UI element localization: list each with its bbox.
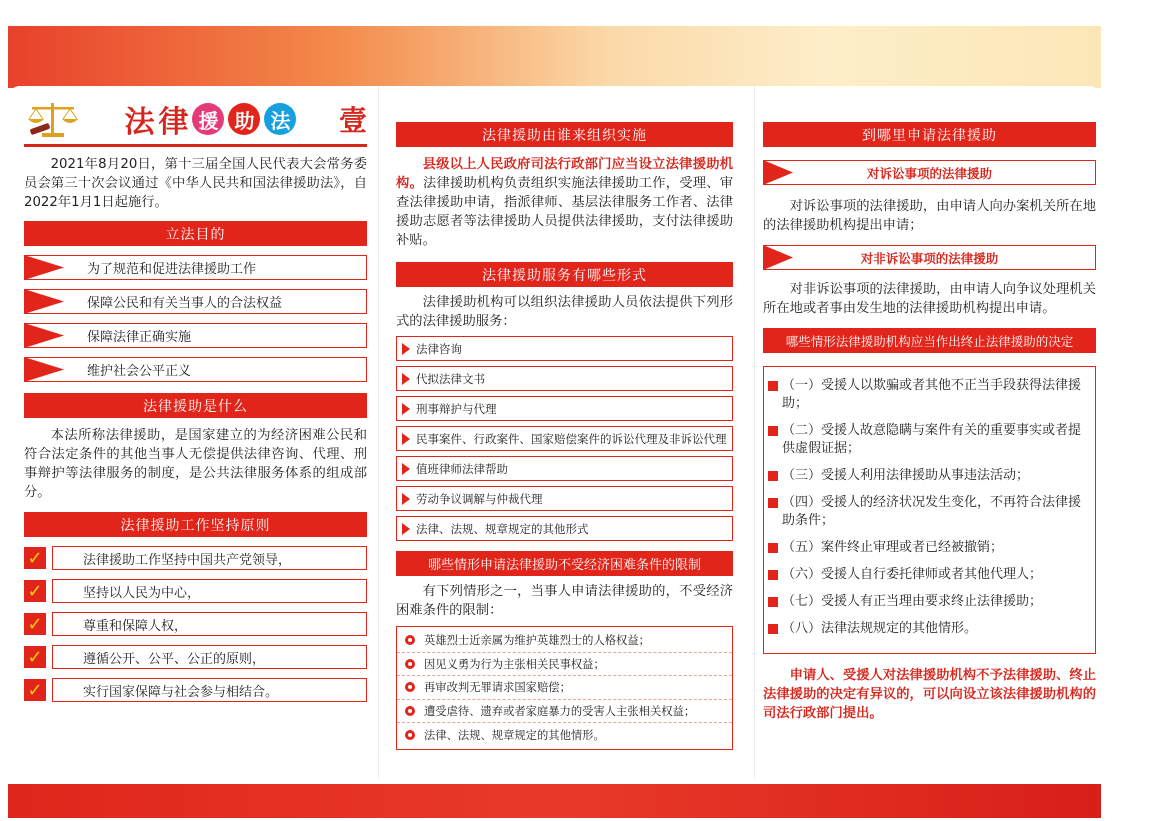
arrow-icon bbox=[402, 343, 410, 355]
form-item: 民事案件、行政案件、国家赔偿案件的诉讼代理及非诉讼代理 bbox=[396, 426, 733, 451]
terminate-item: （五）案件终止审理或者已经被撤销； bbox=[768, 539, 1087, 557]
what-is-paragraph: 本法所称法律援助，是国家建立的为经济困难公民和符合法定条件的其他当事人无偿提供法律咨询、代理、刑事辩护等法律服务的制度，是公共法律服务体系的组成部分。 bbox=[24, 428, 367, 500]
check-icon: ✓ bbox=[24, 613, 46, 635]
principle-item: ✓ 尊重和保障人权， bbox=[24, 612, 367, 636]
check-icon: ✓ bbox=[24, 646, 46, 668]
top-decor-band bbox=[8, 26, 1101, 88]
principles-heading: 法律援助工作坚持原则 bbox=[24, 512, 367, 537]
intro-paragraph: 2021年8月20日，第十三届全国人民代表大会常务委员会第三十次会议通过《中华人民共和国法律援助法》，自2022年1月1日起施行。 bbox=[24, 157, 367, 210]
condition-item: 因见义勇为行为主张相关民事权益； bbox=[397, 653, 732, 677]
condition-item: 再审改判无罪请求国家赔偿； bbox=[397, 676, 732, 700]
square-bullet-icon bbox=[768, 471, 778, 481]
arrow-icon bbox=[402, 433, 410, 445]
terminate-item: （一）受援人以欺骗或者其他不正当手段获得法律援助； bbox=[768, 377, 1087, 413]
condition-item: 法律、法规、规章规定的其他情形。 bbox=[397, 723, 732, 747]
arrow-icon bbox=[402, 463, 410, 475]
condition-item: 遭受虐待、遗弃或者家庭暴力的受害人主张相关权益； bbox=[397, 700, 732, 724]
arrow-icon bbox=[402, 493, 410, 505]
litigation-paragraph: 对诉讼事项的法律援助，由申请人向办案机关所在地的法律援助机构提出申请； bbox=[763, 199, 1096, 233]
main-title bbox=[24, 96, 367, 142]
purpose-item: 保障法律正确实施 bbox=[24, 323, 367, 348]
square-bullet-icon bbox=[768, 381, 778, 391]
seal-char: 壹 bbox=[338, 104, 367, 137]
terminate-item: （七）受援人有正当理由要求终止法律援助； bbox=[768, 593, 1087, 611]
forms-list bbox=[396, 336, 733, 541]
title-underline bbox=[24, 144, 367, 147]
square-bullet-icon bbox=[768, 498, 778, 508]
form-item: 劳动争议调解与仲裁代理 bbox=[396, 486, 733, 511]
arrow-icon bbox=[402, 373, 410, 385]
purpose-heading: 立法目的 bbox=[24, 221, 367, 246]
objection-note: 申请人、受援人对法律援助机构不予法律援助、终止法律援助的决定有异议的，可以向设立该法律援助机构的司法行政部门提出。 bbox=[763, 668, 1096, 721]
terminate-heading: 哪些情形法律援助机构应当作出终止法律援助的决定 bbox=[763, 328, 1096, 353]
square-bullet-icon bbox=[768, 543, 778, 553]
form-item: 代拟法律文书 bbox=[396, 366, 733, 391]
square-bullet-icon bbox=[768, 624, 778, 634]
bullet-icon bbox=[405, 730, 415, 740]
fold-line bbox=[378, 86, 379, 779]
terminate-item: （三）受援人利用法律援助从事违法活动； bbox=[768, 467, 1087, 485]
bullet-icon bbox=[405, 682, 415, 692]
purpose-list bbox=[24, 255, 367, 382]
column-left bbox=[24, 96, 367, 702]
no-limit-intro: 有下列情形之一，当事人申请法律援助的，不受经济困难条件的限制： bbox=[396, 584, 733, 618]
form-item: 法律咨询 bbox=[396, 336, 733, 361]
title-chars bbox=[124, 97, 296, 141]
purpose-item: 保障公民和有关当事人的合法权益 bbox=[24, 289, 367, 314]
forms-heading: 法律援助服务有哪些形式 bbox=[396, 262, 733, 287]
scales-of-justice-icon bbox=[24, 99, 82, 139]
check-icon: ✓ bbox=[24, 580, 46, 602]
bullet-icon bbox=[405, 706, 415, 716]
purpose-item: 维护社会公平正义 bbox=[24, 357, 367, 382]
bullet-icon bbox=[405, 659, 415, 669]
terminate-item: （八）法律法规规定的其他情形。 bbox=[768, 620, 1087, 638]
arrow-icon bbox=[402, 523, 410, 535]
title-char: 法 bbox=[264, 103, 296, 135]
check-icon: ✓ bbox=[24, 679, 46, 701]
terminate-item: （六）受援人自行委托律师或者其他代理人； bbox=[768, 566, 1087, 584]
check-icon: ✓ bbox=[24, 547, 46, 569]
no-limit-heading: 哪些情形申请法律援助不受经济困难条件的限制 bbox=[396, 551, 733, 576]
what-is-heading: 法律援助是什么 bbox=[24, 393, 367, 418]
fold-line bbox=[754, 86, 755, 779]
litigation-subheading: 对诉讼事项的法律援助 bbox=[763, 160, 1096, 185]
principle-item: ✓ 法律援助工作坚持中国共产党领导， bbox=[24, 546, 367, 570]
purpose-item: 为了规范和促进法律援助工作 bbox=[24, 255, 367, 280]
nonlitigation-subheading: 对非诉讼事项的法律援助 bbox=[763, 245, 1096, 270]
organizer-paragraph: 县级以上人民政府司法行政部门应当设立法律援助机构。法律援助机构负责组织实施法律援助工作，受理、审查法律援助申请，指派律师、基层法律服务工作者、法律援助志愿者等法律援助人员提供法律援助，支付法律援助补贴。 bbox=[396, 157, 734, 248]
principle-item: ✓ 遵循公开、公平、公正的原则， bbox=[24, 645, 367, 669]
arrow-icon bbox=[402, 403, 410, 415]
terminate-list bbox=[763, 366, 1096, 654]
column-right bbox=[763, 122, 1096, 723]
square-bullet-icon bbox=[768, 426, 778, 436]
title-char: 法 bbox=[124, 105, 155, 140]
principle-item: ✓ 实行国家保障与社会参与相结合。 bbox=[24, 678, 367, 702]
form-item: 法律、法规、规章规定的其他形式 bbox=[396, 516, 733, 541]
terminate-item: （二）受援人故意隐瞒与案件有关的重要事实或者提供虚假证据； bbox=[768, 422, 1087, 458]
where-heading: 到哪里申请法律援助 bbox=[763, 122, 1096, 147]
title-char: 助 bbox=[228, 103, 260, 135]
principle-item: ✓ 坚持以人民为中心， bbox=[24, 579, 367, 603]
no-limit-list bbox=[396, 626, 733, 750]
bottom-decor-band bbox=[8, 784, 1101, 818]
principles-list bbox=[24, 546, 367, 702]
nonlitigation-paragraph: 对非诉讼事项的法律援助，由申请人向争议处理机关所在地或者事由发生地的法律援助机构提出申请。 bbox=[763, 282, 1096, 316]
terminate-item: （四）受援人的经济状况发生变化，不再符合法律援助条件； bbox=[768, 494, 1087, 530]
title-char: 律 bbox=[158, 105, 189, 140]
form-item: 值班律师法律帮助 bbox=[396, 456, 733, 481]
title-char: 援 bbox=[192, 103, 224, 135]
form-item: 刑事辩护与代理 bbox=[396, 396, 733, 421]
column-middle bbox=[396, 122, 733, 750]
bullet-icon bbox=[405, 635, 415, 645]
condition-item: 英雄烈士近亲属为维护英雄烈士的人格权益； bbox=[397, 629, 732, 653]
organizer-heading: 法律援助由谁来组织实施 bbox=[396, 122, 733, 147]
square-bullet-icon bbox=[768, 597, 778, 607]
square-bullet-icon bbox=[768, 570, 778, 580]
forms-intro: 法律援助机构可以组织法律援助人员依法提供下列形式的法律援助服务： bbox=[396, 295, 733, 329]
